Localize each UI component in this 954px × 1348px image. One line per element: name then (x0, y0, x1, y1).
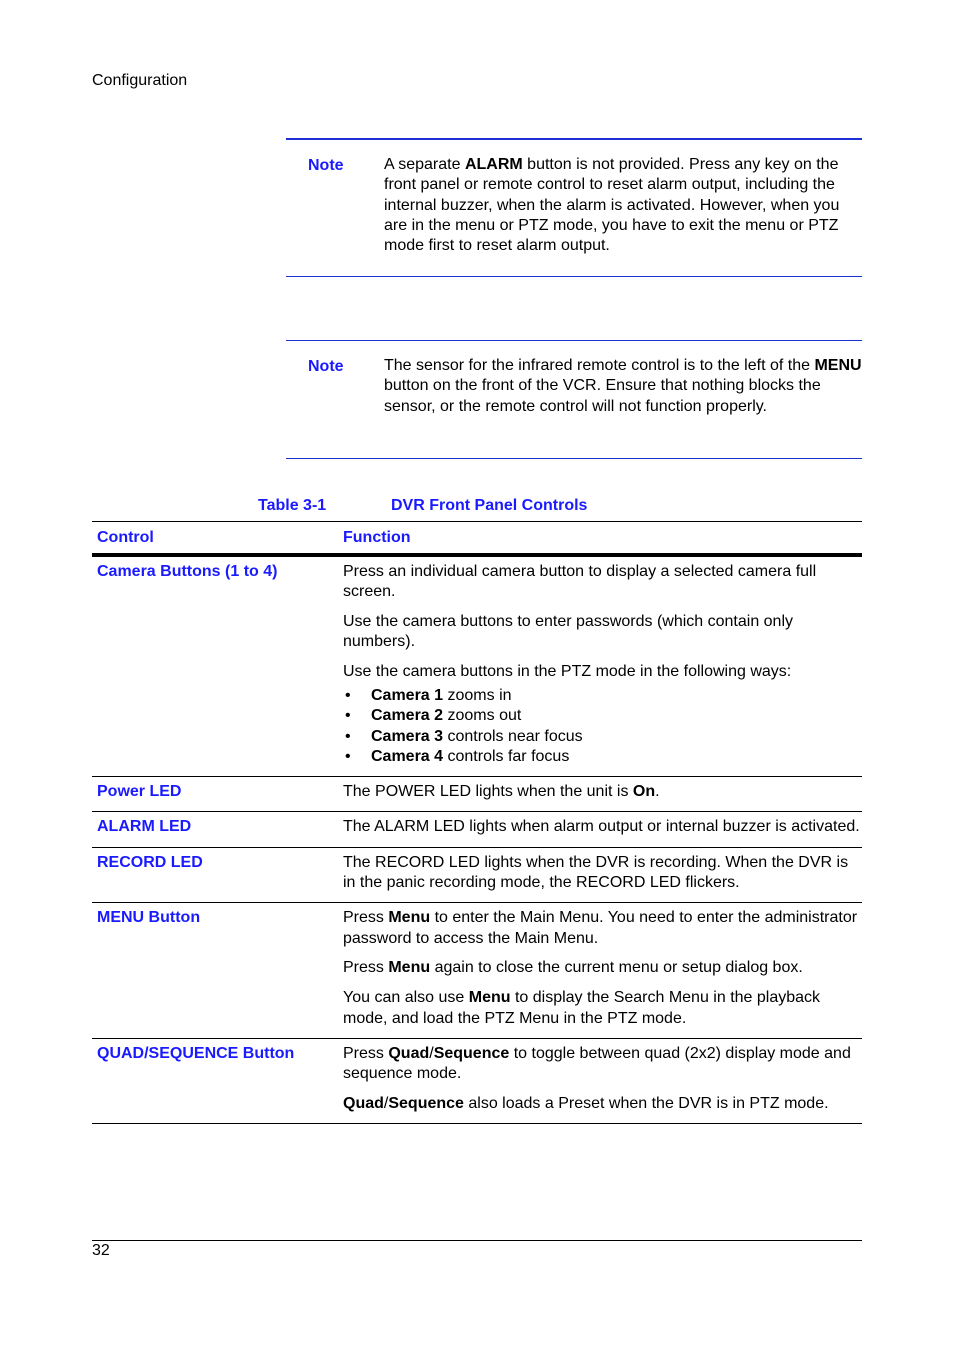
list-item: • Camera 2 zooms out (343, 706, 862, 726)
table-caption (0, 496, 954, 516)
running-head: Configuration (92, 72, 188, 89)
table-header (92, 522, 862, 557)
table-row (92, 848, 862, 904)
control-name: Camera Buttons (1 to 4) (97, 563, 278, 580)
controls-table (92, 521, 862, 1124)
page-number: 32 (92, 1242, 110, 1259)
control-name: Power LED (97, 783, 182, 801)
table-row (92, 903, 862, 1038)
table-row (92, 777, 862, 812)
note-text: The sensor for the infrared remote control is to the left of the MENU button on the front of the VCR. Ensure that nothing blocks the sensor, or the remote control will not function properly. (384, 357, 862, 415)
list-item: • Camera 4 controls far focus (343, 747, 862, 767)
table-number: Table 3-1 (258, 497, 327, 514)
function-cell: Press an individual camera button to display a selected camera full screen. Use the camera buttons to enter passwords (which contain only numbers). Use the camera buttons in the PTZ mode in the following ways: • Camera 1 zooms in • Camera 2 zooms out • Camera 3 controls near focus • Camera 4 controls far focus (343, 562, 862, 767)
function-cell: The RECORD LED lights when the DVR is recording. When the DVR is in the panic recording mode, the RECORD LED flickers. (343, 853, 849, 892)
control-name: QUAD/SEQUENCE Button (97, 1044, 295, 1062)
table-title: DVR Front Panel Controls (391, 497, 588, 514)
note-label: Note (308, 157, 344, 174)
table-row (92, 1039, 862, 1124)
list-item: • Camera 3 controls near focus (343, 727, 862, 747)
control-name: RECORD LED (97, 853, 203, 871)
function-cell: The ALARM LED lights when alarm output or internal buzzer is activated. (343, 818, 860, 836)
list-item: • Camera 1 zooms in (343, 686, 862, 706)
function-cell: The POWER LED lights when the unit is On. (343, 783, 660, 801)
footer-rule (92, 1240, 862, 1241)
control-name: MENU Button (97, 909, 201, 927)
note-box-remote-sensor (286, 340, 862, 459)
header-control: Control (97, 529, 154, 546)
ptz-camera-list (343, 686, 862, 767)
note-box-alarm (286, 138, 862, 277)
function-cell: Press Menu to enter the Main Menu. You need to enter the administrator password to access the Main Menu. Press Menu again to close the current menu or setup dialog box. You can also use Menu to display the Search Menu in the playback mode, and load the PTZ Menu in the PTZ mode. (343, 909, 858, 1027)
table-row (92, 812, 862, 847)
note-text: A separate ALARM button is not provided. Press any key on the front panel or remote control to reset alarm output, including the internal buzzer, when the alarm is activated. However, when you are in the menu or PTZ mode, you have to exit the menu or PTZ mode first to reset alarm output. (384, 156, 840, 255)
header-function: Function (343, 529, 411, 546)
table-row (92, 557, 862, 777)
function-cell: Press Quad/Sequence to toggle between quad (2x2) display mode and sequence mode. Quad/Sequence also loads a Preset when the DVR is in PTZ mode. (343, 1044, 851, 1112)
control-name: ALARM LED (97, 818, 192, 836)
note-label: Note (308, 358, 344, 375)
